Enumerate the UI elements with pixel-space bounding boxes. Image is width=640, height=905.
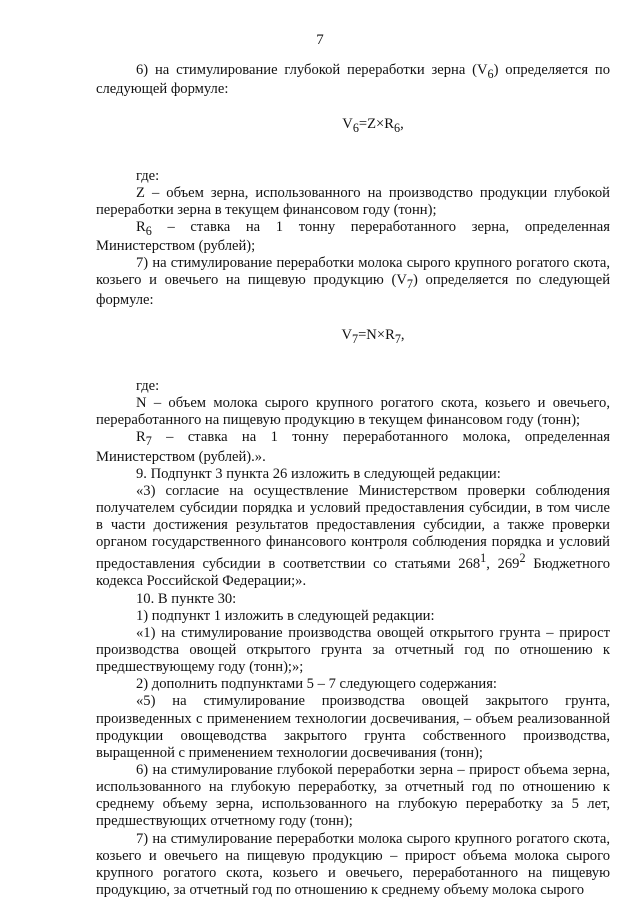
page-number: 7: [316, 32, 324, 48]
paragraph: 7) на стимулирование переработки молока сырого крупного рогатого скота, козьего и овечьего на пищевую продукцию $(V_7)$ определяется по следующей формуле:: [96, 255, 610, 308]
formula: $V_7=N\times R_7$,: [341, 326, 405, 346]
paragraph: «5) на стимулирование производства овощей закрытого грунта, произведенных с применением технологии досвечивания, – объем реализованной продукции овощеводства закрытого грунта собственного производства, выращенной с применением технологии досвечивания (тонн);: [96, 693, 610, 761]
paragraph: 6) на стимулирование глубокой переработки зерна – прирост объема зерна, использованного на глубокую переработку, за отчетный год по отношению к среднему объему зерна, использованного на глубокую переработку за 5 лет, предшествующих отчетному году (тонн);: [96, 762, 610, 830]
document-body: [96, 62, 610, 899]
paragraph: 2) дополнить подпунктами 5 – 7 следующего содержания:: [136, 676, 497, 693]
paragraph: N – объем молока сырого крупного рогатого скота, козьего и овечьего, переработанного на пищевую продукцию в текущем финансовом году (тонн);: [96, 395, 610, 429]
paragraph: где:: [136, 378, 160, 394]
paragraph: 9. Подпункт 3 пункта 26 изложить в следующей редакции:: [136, 465, 501, 482]
paragraph: где:: [136, 167, 160, 184]
paragraph: Z – объем зерна, использованного на производство продукции глубокой переработки зерна в текущем финансовом году (тонн);: [96, 184, 610, 218]
paragraph: 7) на стимулирование переработки молока сырого крупного рогатого скота, козьего и овечьего на пищевую продукцию – прирост объема молока сырого крупного рогатого скота, козьего и овечьего, переработанного на пищевую продукцию, за отчетный год по отношению к среднему объему молока сырого: [96, 830, 610, 898]
paragraph: 6) на стимулирование глубокой переработки зерна $(V_6)$ определяется по следующей формуле:: [96, 62, 610, 98]
paragraph: $R_7$ – ставка на 1 тонну переработанного молока, определенная Министерством (рублей).».: [96, 429, 610, 465]
paragraph: «1) на стимулирование производства овощей открытого грунта – прирост производства овощей открытого грунта за отчетный год по отношению к предшествующему году (тонн);»;: [96, 624, 610, 676]
paragraph: «3) согласие на осуществление Министерством проверки соблюдения получателем субсидии порядка и условий предоставления субсидии, в том числе в части достижения результатов предоставления субсидии, а также проверки органом государственного финансового контроля соблюдения порядка и условий предоставления субсидии в соответствии со статьями $268^1$, $269^2$ Бюджетного кодекса Российской Федерации;».: [96, 482, 610, 590]
formula: $V_6=Z\times R_6$,: [342, 116, 404, 136]
paragraph: 10. В пункте 30:: [136, 590, 237, 607]
paragraph: $R_6$ – ставка на 1 тонну переработанного зерна, определенная Министерством (рублей);: [96, 218, 610, 255]
paragraph: 1) подпункт 1 изложить в следующей редакции:: [136, 607, 435, 624]
